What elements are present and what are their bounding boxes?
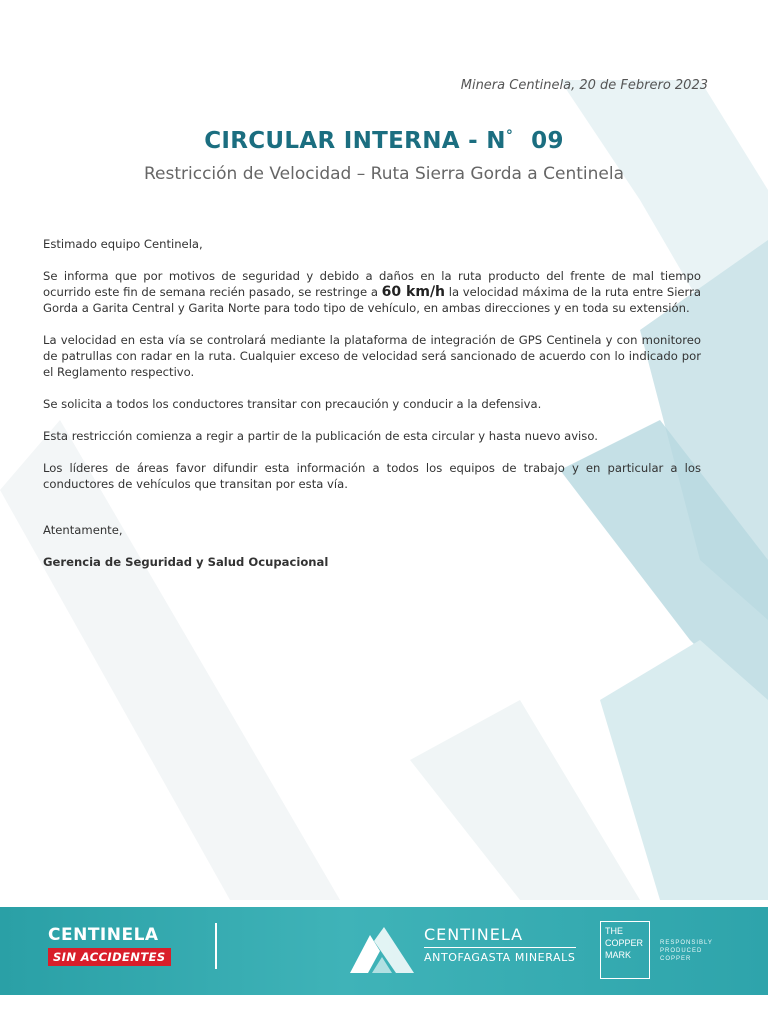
- p1-text-after: la velocidad máxima de la ruta entre Sierra Gorda a Garita Central y Garita Norte para todo tipo de vehículo, en ambas direcciones y en toda su extensión.: [43, 285, 701, 315]
- p1-text-before: Se informa que por motivos de seguridad y debido a daños en la ruta producto del frente de mal tiempo ocurrido este fin de semana recién pasado, se restringe a: [43, 269, 701, 299]
- document-date: Minera Centinela, 20 de Febrero 2023: [460, 78, 708, 93]
- footer-banner: [0, 907, 768, 995]
- footer-divider: [215, 923, 217, 969]
- paragraph-request: Se solicita a todos los conductores transitar con precaución y conducir a la defensiva.: [43, 397, 542, 411]
- logo-center-sub: ANTOFAGASTA MINERALS: [424, 951, 576, 964]
- document-title: [0, 128, 768, 154]
- copper-mark-line1: THE: [605, 926, 623, 936]
- copper-mark-logo: [600, 921, 720, 981]
- document-subtitle: Restricción de Velocidad – Ruta Sierra Gorda a Centinela: [143, 164, 624, 184]
- copper-mark-box: [600, 921, 650, 979]
- signature: Gerencia de Seguridad y Salud Ocupacional: [43, 555, 329, 569]
- logo-left-line1: CENTINELA: [48, 925, 159, 945]
- title-number: 09: [531, 128, 564, 154]
- centinela-mountain-icon: [348, 927, 416, 977]
- paragraph-speed-restriction: [43, 268, 701, 316]
- copper-mark-tag3: COPPER: [660, 956, 692, 962]
- speed-limit: 60 km/h: [381, 284, 446, 300]
- copper-mark-line3: MARK: [605, 950, 632, 960]
- copper-mark-tagline: [660, 939, 713, 963]
- centinela-sin-accidentes-logo: [48, 925, 193, 977]
- centinela-antofagasta-logo: [348, 923, 588, 979]
- logo-center-rule: [424, 947, 576, 948]
- copper-mark-tag2: PRODUCED: [660, 948, 703, 954]
- greeting: Estimado equipo Centinela,: [43, 237, 203, 251]
- copper-mark-tag1: RESPONSIBLY: [660, 940, 713, 946]
- copper-mark-line2: COPPER: [605, 938, 644, 948]
- logo-center-name: CENTINELA: [424, 925, 524, 944]
- title-degree: °: [505, 128, 514, 144]
- paragraph-control: La velocidad en esta vía se controlará mediante la plataforma de integración de GPS Centinela y con monitoreo de patrullas con radar en la ruta. Cualquier exceso de velocidad será sancionado de acuerdo con lo indicado por el Reglamento respectivo.: [43, 333, 701, 379]
- logo-left-line2: SIN ACCIDENTES: [48, 948, 171, 966]
- paragraph-validity: Esta restricción comienza a regir a partir de la publicación de esta circular y hasta nuevo aviso.: [43, 429, 598, 443]
- title-main: CIRCULAR INTERNA - N: [204, 128, 506, 154]
- document-body: [43, 236, 701, 586]
- closing: Atentamente,: [43, 523, 123, 537]
- paragraph-leaders: Los líderes de áreas favor difundir esta información a todos los equipos de trabajo y en particular a los conductores de vehículos que transitan por esta vía.: [43, 461, 701, 491]
